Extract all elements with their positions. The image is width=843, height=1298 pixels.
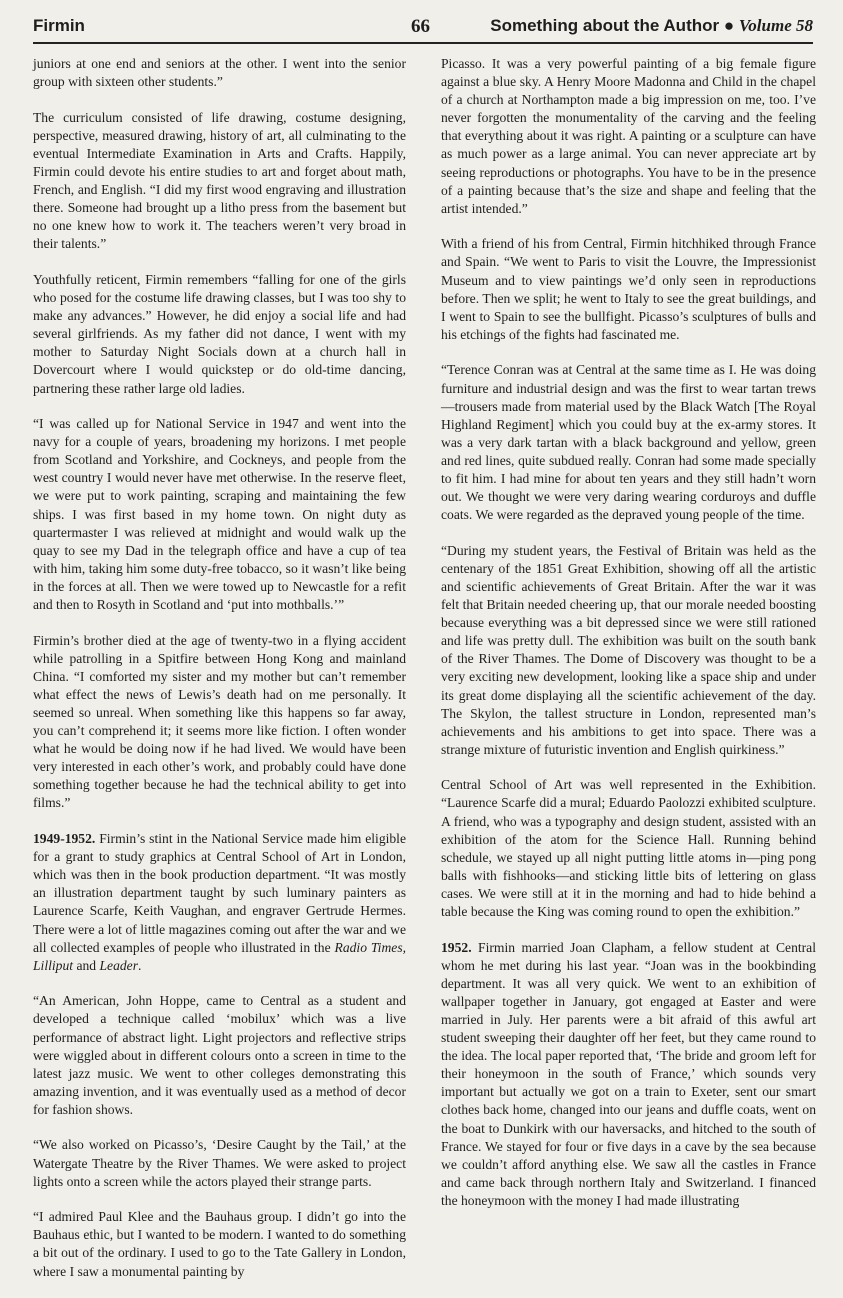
- paragraph: Youthfully reticent, Firmin remembers “falling for one of the girls who posed for the costume life drawing classes, but I was too shy to make any advances.” However, he did enjoy a social life and had several girlfriends. As my father did not dance, I went with my mother to Saturday Night Socials down at a church hall in Dovercourt where I would quickstep or do old-time dancing, partnering these rather large old ladies.: [33, 271, 406, 396]
- right-column: [441, 55, 816, 1228]
- header-series-title: Something about the Author ●: [490, 16, 735, 35]
- paragraph: “We also worked on Picasso’s, ‘Desire Caught by the Tail,’ at the Watergate Theatre by the River Thames. We were asked to project lights onto a screen while the actors played their strange parts.: [33, 1137, 406, 1189]
- paragraph: “An American, John Hoppe, came to Central as a student and developed a technique called ‘mobilux’ which was a live performance of abstract light. Light projectors and reflective strips were wiggled about in different colours onto a screen in time to the latest jazz music. We went to other colleges demonstrating this amazing invention, and it was eventually used as a method of decor for fashion shows.: [33, 993, 406, 1117]
- paragraph: Firmin’s brother died at the age of twenty-two in a flying accident while patrolling in a Spitfire between Hong Kong and mainland China. “I comforted my sister and my mother but can’t remember what effect the news of Lewis’s death had on me personally. It seemed so unreal. When something like this happens so far away, you can’t comprehend it; it seems more like fiction. I often wonder what he would be doing now if he had lived. We would have been very interested in each other’s work, and probably could have done something together because he had the technical ability to get into films.”: [33, 632, 406, 811]
- section-year-lead: 1949-1952.: [33, 831, 96, 847]
- paragraph: [33, 830, 406, 975]
- paragraph: Picasso. It was a very powerful painting of a big female figure against a blue sky. A Henry Moore Madonna and Child in the chapel of a church at Northampton made a big impression on me, too. I’ve never forgotten the monumentality of the carving and the feeling that everything about it was right. A painting or a sculpture can have as much power as a large animal. You can never appreciate art by seeing reproductions or photographs. You have to be in the presence of a painting because that’s the size and shape and feeling that the artist intended.”: [441, 56, 816, 216]
- section-year-lead: 1952.: [441, 939, 472, 955]
- paragraph: “I was called up for National Service in 1947 and went into the navy for a couple of years, broadening my horizons. I met people from Scotland and Yorkshire, and Cockneys, and people from the west country I would never have met otherwise. In the reserve fleet, we were put to work painting, scraping and maintaining the few ships. I was first based in my home town. On night duty as quartermaster I was relieved at midnight and would walk up the quay to see my Dad in the telegraph office and have a cup of tea with him, taking him some duty-free tobacco, so it wasn’t like being in the forces at all. Then we were towed up to Newcastle for a refit and then to Rosyth in Scotland and ‘put into mothballs.’”: [33, 416, 406, 613]
- paragraph: “Terence Conran was at Central at the same time as I. He was doing furniture and industrial design and was the first to wear tartan trews—trousers made from material used by the Black Watch [The Royal Highland Regiment] which you could buy at the ex-army stores. It was a very dark tartan with a black background and yellow, green and red lines, quite subdued really. Conran had some made specially to fit him. I had mine for about ten years and they still hadn’t worn out. We thought we were very daring wearing corduroys and duffle coats. We were regarded as the depraved young people of the time.: [441, 362, 816, 523]
- paragraph: [441, 939, 816, 1210]
- paragraph: “I admired Paul Klee and the Bauhaus group. I didn’t go into the Bauhaus ethic, but I wanted to be modern. I wanted to do something a bit out of the ordinary. I used to go to the Tate Gallery in London, where I saw a monumental painting by: [33, 1209, 406, 1279]
- magazine-title: Leader: [99, 957, 138, 973]
- magazine-titles: Radio Times, Lilliput: [33, 939, 407, 973]
- running-header: [33, 12, 813, 44]
- paragraph-text: .: [138, 957, 142, 973]
- paragraph: “During my student years, the Festival of Britain was held as the centenary of the 1851 Great Exhibition, showing off all the artistic and scientific achievements of Great Britain. After the war it was felt that Britain needed cheering up, that our morale needed boosting because everything was a bit depressed since we were still rationed and life was pretty dull. The exhibition was built on the south bank of the River Thames. The Dome of Discovery was thought to be a very exciting new development, looking like a space ship and under its great dome displaying all the scientific achievement of the day. The Skylon, the tallest structure in London, represented man’s achievements and his ambitions to get into space. There was a strange mixture of futuristic invention and English quirkiness.”: [441, 542, 816, 757]
- paragraph-text: Firmin’s stint in the National Service made him eligible for a grant to study graphics at Central School of Art in London, which was then in the book production department. “It was mostly an illustration department taught by such luminary painters as Laurence Scarfe, Keith Vaughan, and engraver Gertrude Hermes. There were a lot of little magazines coming out after the war and we all collected examples of people who illustrated in the: [33, 831, 406, 955]
- left-column: [33, 55, 406, 1298]
- paragraph: The curriculum consisted of life drawing, costume designing, perspective, measured drawing, history of art, all culminating to the eventual Intermediate Examination in Arts and Crafts. Happily, Firmin could devote his entire studies to art and forget about math, French, and English. “I did my first wood engraving and illustration there. Someone had brought up a litho press from the basement but no one knew how to work it. The teachers weren’t very broad in their talents.”: [33, 109, 406, 252]
- paragraph: With a friend of his from Central, Firmin hitchhiked through France and Spain. “We went to Paris to visit the Louvre, the Impressionist Museum and to view paintings we’d only seen in reproductions before. Then we split; he went to Italy to see the great buildings, and I went to Spain to see the bullfight. Picasso’s sculptures of bulls and his etchings of the fights had fascinated me.: [441, 236, 816, 342]
- paragraph: juniors at one end and seniors at the other. I went into the senior group with sixteen other students.”: [33, 56, 406, 90]
- paragraph: Central School of Art was well represented in the Exhibition. “Laurence Scarfe did a mural; Eduardo Paolozzi exhibited sculpture. A friend, who was a typography and design student, assisted with an exhibition of the atom for the Science Hall. Running behind schedule, we stayed up all night putting little atoms in—ping pong balls with fishhooks—and sticking little bits of lettering on glass cases. We were still at it in the morning and had to hide behind a table because the King was coming round to open the exhibition.”: [441, 777, 816, 920]
- header-author-name: Firmin: [33, 16, 85, 35]
- header-publication: [490, 16, 813, 36]
- page-number: 66: [411, 16, 430, 37]
- header-volume: Volume 58: [738, 16, 813, 35]
- paragraph-text: Firmin married Joan Clapham, a fellow student at Central whom he met during his last year. “Joan was in the bookbinding department. It was all very quick. We went to an exhibition of wallpaper together in January, got engaged at Easter and were married in July. Her parents were a bit afraid of this awful art student sweeping their daughter off her feet, but they came round to the idea. The local paper reported that, ‘The bride and groom left for their honeymoon in the south of France,’ which sounds very important but actually we got on a train to Exeter, sent our smart clothes back home, changed into our jeans and duffle coats, went on the boat to Dunkirk with our haversacks, and hitched to the south of France. We stayed for four or five days in a cave by the sea because we couldn’t afford anything else. We saw all the castles in France and came back through northern Italy and Switzerland. I financed the honeymoon with the money I had made illustrating: [441, 939, 816, 1208]
- paragraph-text: and: [73, 957, 100, 973]
